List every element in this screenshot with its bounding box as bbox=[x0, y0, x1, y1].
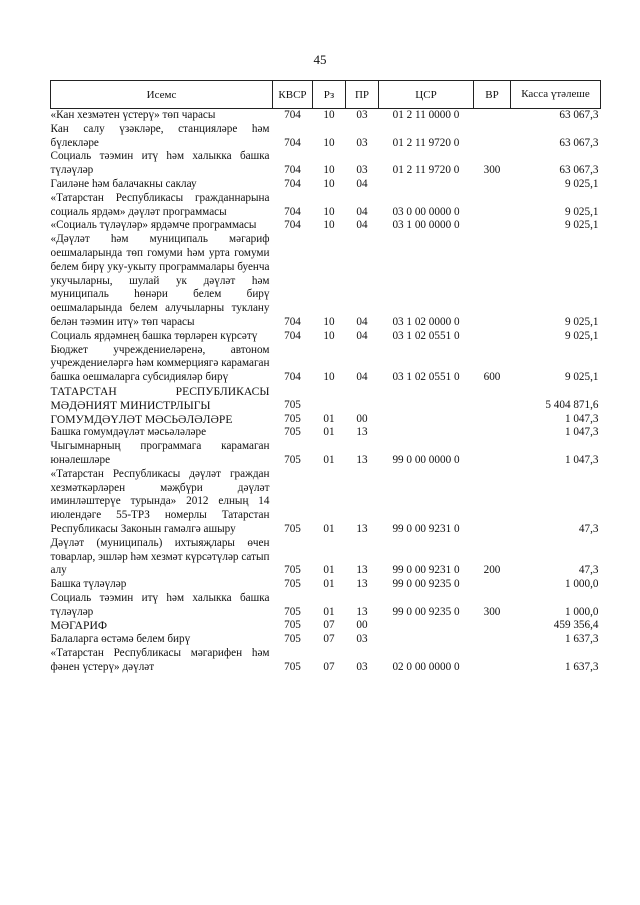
cell-rz: 10 bbox=[323, 136, 335, 149]
table-row bbox=[51, 468, 601, 537]
cell-sum: 1 637,3 bbox=[564, 633, 599, 646]
cell-name: ТАТАРСТАН РЕСПУБЛИКАСЫ МӘДӘНИЯТ МИНИСТРЛЫГЫ bbox=[50, 384, 270, 412]
cell-pr: 04 bbox=[356, 315, 368, 328]
cell-vr bbox=[474, 468, 511, 537]
cell-sum: 9 025,1 bbox=[564, 219, 599, 232]
cell-name: Гаиләне һәм балачакны саклау bbox=[50, 177, 197, 190]
cell-vr bbox=[474, 619, 511, 633]
cell-csr: 03 0 00 0000 0 bbox=[392, 205, 460, 218]
table-body bbox=[51, 109, 601, 675]
cell-sum: 1 637,3 bbox=[564, 660, 599, 673]
cell-csr: 99 0 00 9231 0 bbox=[392, 564, 460, 577]
cell-csr: 03 1 02 0000 0 bbox=[392, 315, 460, 328]
cell-pr: 00 bbox=[356, 619, 368, 632]
cell-sum: 63 067,3 bbox=[559, 109, 599, 121]
cell-sum: 1 047,3 bbox=[564, 453, 599, 466]
cell-sum: 9 025,1 bbox=[564, 205, 599, 218]
page-number: 45 bbox=[313, 52, 327, 67]
cell-kvsr: 704 bbox=[284, 315, 301, 328]
cell-vr bbox=[474, 192, 511, 220]
budget-table bbox=[50, 80, 601, 675]
header-kvsr: КВСР bbox=[273, 81, 313, 109]
cell-csr: 03 1 02 0551 0 bbox=[392, 329, 460, 342]
cell-csr bbox=[379, 426, 474, 440]
cell-vr: 300 bbox=[483, 164, 501, 177]
cell-kvsr: 704 bbox=[284, 371, 301, 384]
cell-pr: 03 bbox=[356, 136, 368, 149]
cell-rz: 10 bbox=[323, 109, 335, 121]
cell-name: «Татарстан Республикасы мәгарифен һәм фәнен үстерү» дәүләт bbox=[50, 647, 270, 673]
table-row bbox=[51, 537, 601, 578]
table-row bbox=[51, 578, 601, 592]
table-row bbox=[51, 619, 601, 633]
cell-name: Башка түләүләр bbox=[50, 578, 127, 591]
cell-pr: 13 bbox=[356, 426, 368, 439]
cell-vr bbox=[474, 233, 511, 330]
cell-rz: 07 bbox=[323, 619, 335, 632]
cell-rz: 10 bbox=[323, 164, 335, 177]
cell-rz: 01 bbox=[323, 564, 335, 577]
table-row bbox=[51, 219, 601, 233]
cell-pr: 04 bbox=[356, 371, 368, 384]
table-row bbox=[51, 330, 601, 344]
cell-csr: 01 2 11 0000 0 bbox=[392, 109, 460, 121]
cell-kvsr: 704 bbox=[284, 219, 301, 232]
cell-rz: 01 bbox=[323, 578, 335, 591]
table-row bbox=[51, 123, 601, 151]
cell-sum: 9 025,1 bbox=[564, 371, 599, 384]
cell-pr: 13 bbox=[356, 605, 368, 618]
cell-kvsr: 704 bbox=[284, 205, 301, 218]
cell-pr: 00 bbox=[356, 412, 368, 425]
cell-rz: 01 bbox=[323, 426, 335, 439]
cell-rz: 10 bbox=[323, 177, 335, 190]
table-row bbox=[51, 440, 601, 468]
cell-rz: 07 bbox=[323, 660, 335, 673]
cell-sum: 1 047,3 bbox=[564, 412, 599, 425]
table-row bbox=[51, 592, 601, 620]
cell-kvsr: 705 bbox=[284, 633, 301, 646]
cell-csr: 01 2 11 9720 0 bbox=[392, 136, 460, 149]
header-vr: ВР bbox=[474, 81, 511, 109]
cell-vr bbox=[474, 578, 511, 592]
cell-pr: 13 bbox=[356, 453, 368, 466]
cell-pr: 03 bbox=[356, 633, 368, 646]
cell-name: «Кан хезмәтен үстерү» төп чарасы bbox=[50, 109, 216, 121]
cell-pr: 13 bbox=[356, 578, 368, 591]
cell-sum: 1 047,3 bbox=[564, 426, 599, 439]
cell-sum: 9 025,1 bbox=[564, 329, 599, 342]
table-row bbox=[51, 426, 601, 440]
cell-pr: 13 bbox=[356, 564, 368, 577]
table-row bbox=[51, 344, 601, 385]
cell-vr: 600 bbox=[483, 371, 501, 384]
cell-name: МӘГАРИФ bbox=[50, 619, 107, 633]
cell-csr: 99 0 00 9231 0 bbox=[392, 522, 460, 535]
cell-kvsr: 705 bbox=[284, 619, 301, 632]
cell-kvsr: 704 bbox=[284, 109, 301, 121]
cell-csr: 02 0 00 0000 0 bbox=[392, 660, 460, 673]
table-row bbox=[51, 109, 601, 123]
cell-rz: 10 bbox=[323, 329, 335, 342]
cell-vr bbox=[474, 123, 511, 151]
cell-sum: 63 067,3 bbox=[559, 164, 599, 177]
cell-csr: 03 1 00 0000 0 bbox=[392, 219, 460, 232]
table-row bbox=[51, 633, 601, 647]
cell-pr: 04 bbox=[356, 177, 368, 190]
cell-kvsr: 705 bbox=[284, 578, 301, 591]
cell-name: Социаль тәэмин итү һәм халыкка башка түләүләр bbox=[50, 150, 270, 177]
cell-rz: 01 bbox=[323, 605, 335, 618]
cell-rz: 01 bbox=[323, 412, 335, 425]
cell-vr bbox=[474, 440, 511, 468]
cell-csr bbox=[379, 385, 474, 413]
cell-csr bbox=[379, 619, 474, 633]
table-row bbox=[51, 178, 601, 192]
cell-sum: 47,3 bbox=[578, 522, 599, 535]
table-row bbox=[51, 192, 601, 220]
cell-name: ГОМУМДӘҮЛӘТ МӘСЬӘЛӘЛӘРЕ bbox=[50, 412, 233, 426]
cell-rz bbox=[313, 385, 346, 413]
cell-pr bbox=[346, 385, 379, 413]
cell-csr bbox=[379, 633, 474, 647]
cell-rz: 10 bbox=[323, 219, 335, 232]
cell-pr: 04 bbox=[356, 205, 368, 218]
cell-kvsr: 704 bbox=[284, 329, 301, 342]
cell-kvsr: 705 bbox=[284, 564, 301, 577]
header-csr: ЦСР bbox=[379, 81, 474, 109]
cell-kvsr: 705 bbox=[284, 398, 301, 411]
cell-vr bbox=[474, 413, 511, 427]
cell-csr bbox=[379, 178, 474, 192]
table-row bbox=[51, 385, 601, 413]
cell-rz: 10 bbox=[323, 205, 335, 218]
cell-csr: 99 0 00 0000 0 bbox=[392, 453, 460, 466]
cell-name: «Дәүләт һәм муниципаль мәгариф оешмаларында төп гомуми һәм урта гомуми белем бирү уку-укыту программалары буенча укучыларны, шулай ук дәүләт һәм муниципаль һөнәри белем бирү оешмаларында белем алучыларны туклану белән тәэмин итү» төп чарасы bbox=[50, 233, 270, 328]
table-row bbox=[51, 233, 601, 330]
cell-vr: 200 bbox=[483, 564, 501, 577]
cell-name: Балаларга өстәмә белем бирү bbox=[50, 633, 191, 646]
table-row bbox=[51, 413, 601, 427]
table-row bbox=[51, 150, 601, 178]
cell-vr bbox=[474, 385, 511, 413]
cell-rz: 10 bbox=[323, 371, 335, 384]
cell-name: Дәүләт (муниципаль) ихтыяҗлары өчен товарлар, эшләр һәм хезмәт күрсәтүләр сатып алу bbox=[50, 536, 270, 577]
cell-sum: 9 025,1 bbox=[564, 315, 599, 328]
cell-name: Бюджет учреждениеләренә, автоном учреждениеләргә һәм коммерциягә карамаган башка оешмаларга субсидияләр бирү bbox=[50, 343, 270, 384]
cell-pr: 03 bbox=[356, 109, 368, 121]
header-name: Исемс bbox=[51, 81, 273, 109]
cell-kvsr: 704 bbox=[284, 136, 301, 149]
cell-csr: 99 0 00 9235 0 bbox=[392, 605, 460, 618]
cell-vr: 300 bbox=[483, 605, 501, 618]
cell-kvsr: 704 bbox=[284, 164, 301, 177]
cell-name: Башка гомумдәүләт мәсьәләләре bbox=[50, 426, 207, 439]
cell-name: «Социаль түләүләр» ярдәмче программасы bbox=[50, 219, 257, 232]
cell-vr bbox=[474, 330, 511, 344]
cell-name: Социаль тәэмин итү һәм халыкка башка түләүләр bbox=[50, 591, 270, 618]
cell-sum: 47,3 bbox=[578, 564, 599, 577]
header-rz: Рз bbox=[313, 81, 346, 109]
cell-kvsr: 705 bbox=[284, 605, 301, 618]
cell-csr: 01 2 11 9720 0 bbox=[392, 164, 460, 177]
cell-name: Кан салу үзәкләре, станцияләре һәм бүлекләре bbox=[50, 122, 270, 149]
cell-sum: 9 025,1 bbox=[564, 177, 599, 190]
cell-vr bbox=[474, 178, 511, 192]
cell-csr bbox=[379, 413, 474, 427]
cell-sum: 1 000,0 bbox=[564, 605, 599, 618]
cell-name: «Татарстан Республикасы гражданнарына социаль ярдәм» дәүләт программасы bbox=[50, 191, 270, 218]
cell-kvsr: 705 bbox=[284, 426, 301, 439]
cell-sum: 5 404 871,6 bbox=[545, 398, 599, 411]
cell-csr: 99 0 00 9235 0 bbox=[392, 578, 460, 591]
table-row bbox=[51, 647, 601, 675]
table-header-row bbox=[51, 81, 601, 109]
cell-vr bbox=[474, 426, 511, 440]
cell-name: Социаль ярдәмнең башка төрләрен күрсәтү bbox=[50, 329, 258, 342]
cell-pr: 13 bbox=[356, 522, 368, 535]
cell-vr bbox=[474, 109, 511, 123]
cell-csr: 03 1 02 0551 0 bbox=[392, 371, 460, 384]
cell-kvsr: 705 bbox=[284, 453, 301, 466]
cell-pr: 04 bbox=[356, 219, 368, 232]
cell-sum: 1 000,0 bbox=[564, 578, 599, 591]
cell-vr bbox=[474, 219, 511, 233]
cell-kvsr: 705 bbox=[284, 522, 301, 535]
cell-pr: 04 bbox=[356, 329, 368, 342]
cell-pr: 03 bbox=[356, 660, 368, 673]
cell-rz: 01 bbox=[323, 453, 335, 466]
cell-name: «Татарстан Республикасы дәүләт граждан хезмәткәрләрен мәҗбүри дәүләт иминләштерүе турында» 2012 елның 14 июлендәге 55-ТРЗ номерлы Татарстан Республикасы Законын гамәлгә ашыру bbox=[50, 467, 270, 535]
header-pr: ПР bbox=[346, 81, 379, 109]
cell-rz: 10 bbox=[323, 315, 335, 328]
header-kassa: Касса үтәлеше bbox=[511, 81, 601, 109]
cell-rz: 01 bbox=[323, 522, 335, 535]
cell-kvsr: 705 bbox=[284, 660, 301, 673]
cell-rz: 07 bbox=[323, 633, 335, 646]
cell-vr bbox=[474, 647, 511, 675]
cell-name: Чыгымнарның программага карамаган юнәлешләре bbox=[50, 440, 270, 466]
cell-kvsr: 704 bbox=[284, 177, 301, 190]
cell-sum: 63 067,3 bbox=[559, 136, 599, 149]
cell-sum: 459 356,4 bbox=[553, 619, 599, 632]
cell-vr bbox=[474, 633, 511, 647]
cell-pr: 03 bbox=[356, 164, 368, 177]
cell-kvsr: 705 bbox=[284, 412, 301, 425]
